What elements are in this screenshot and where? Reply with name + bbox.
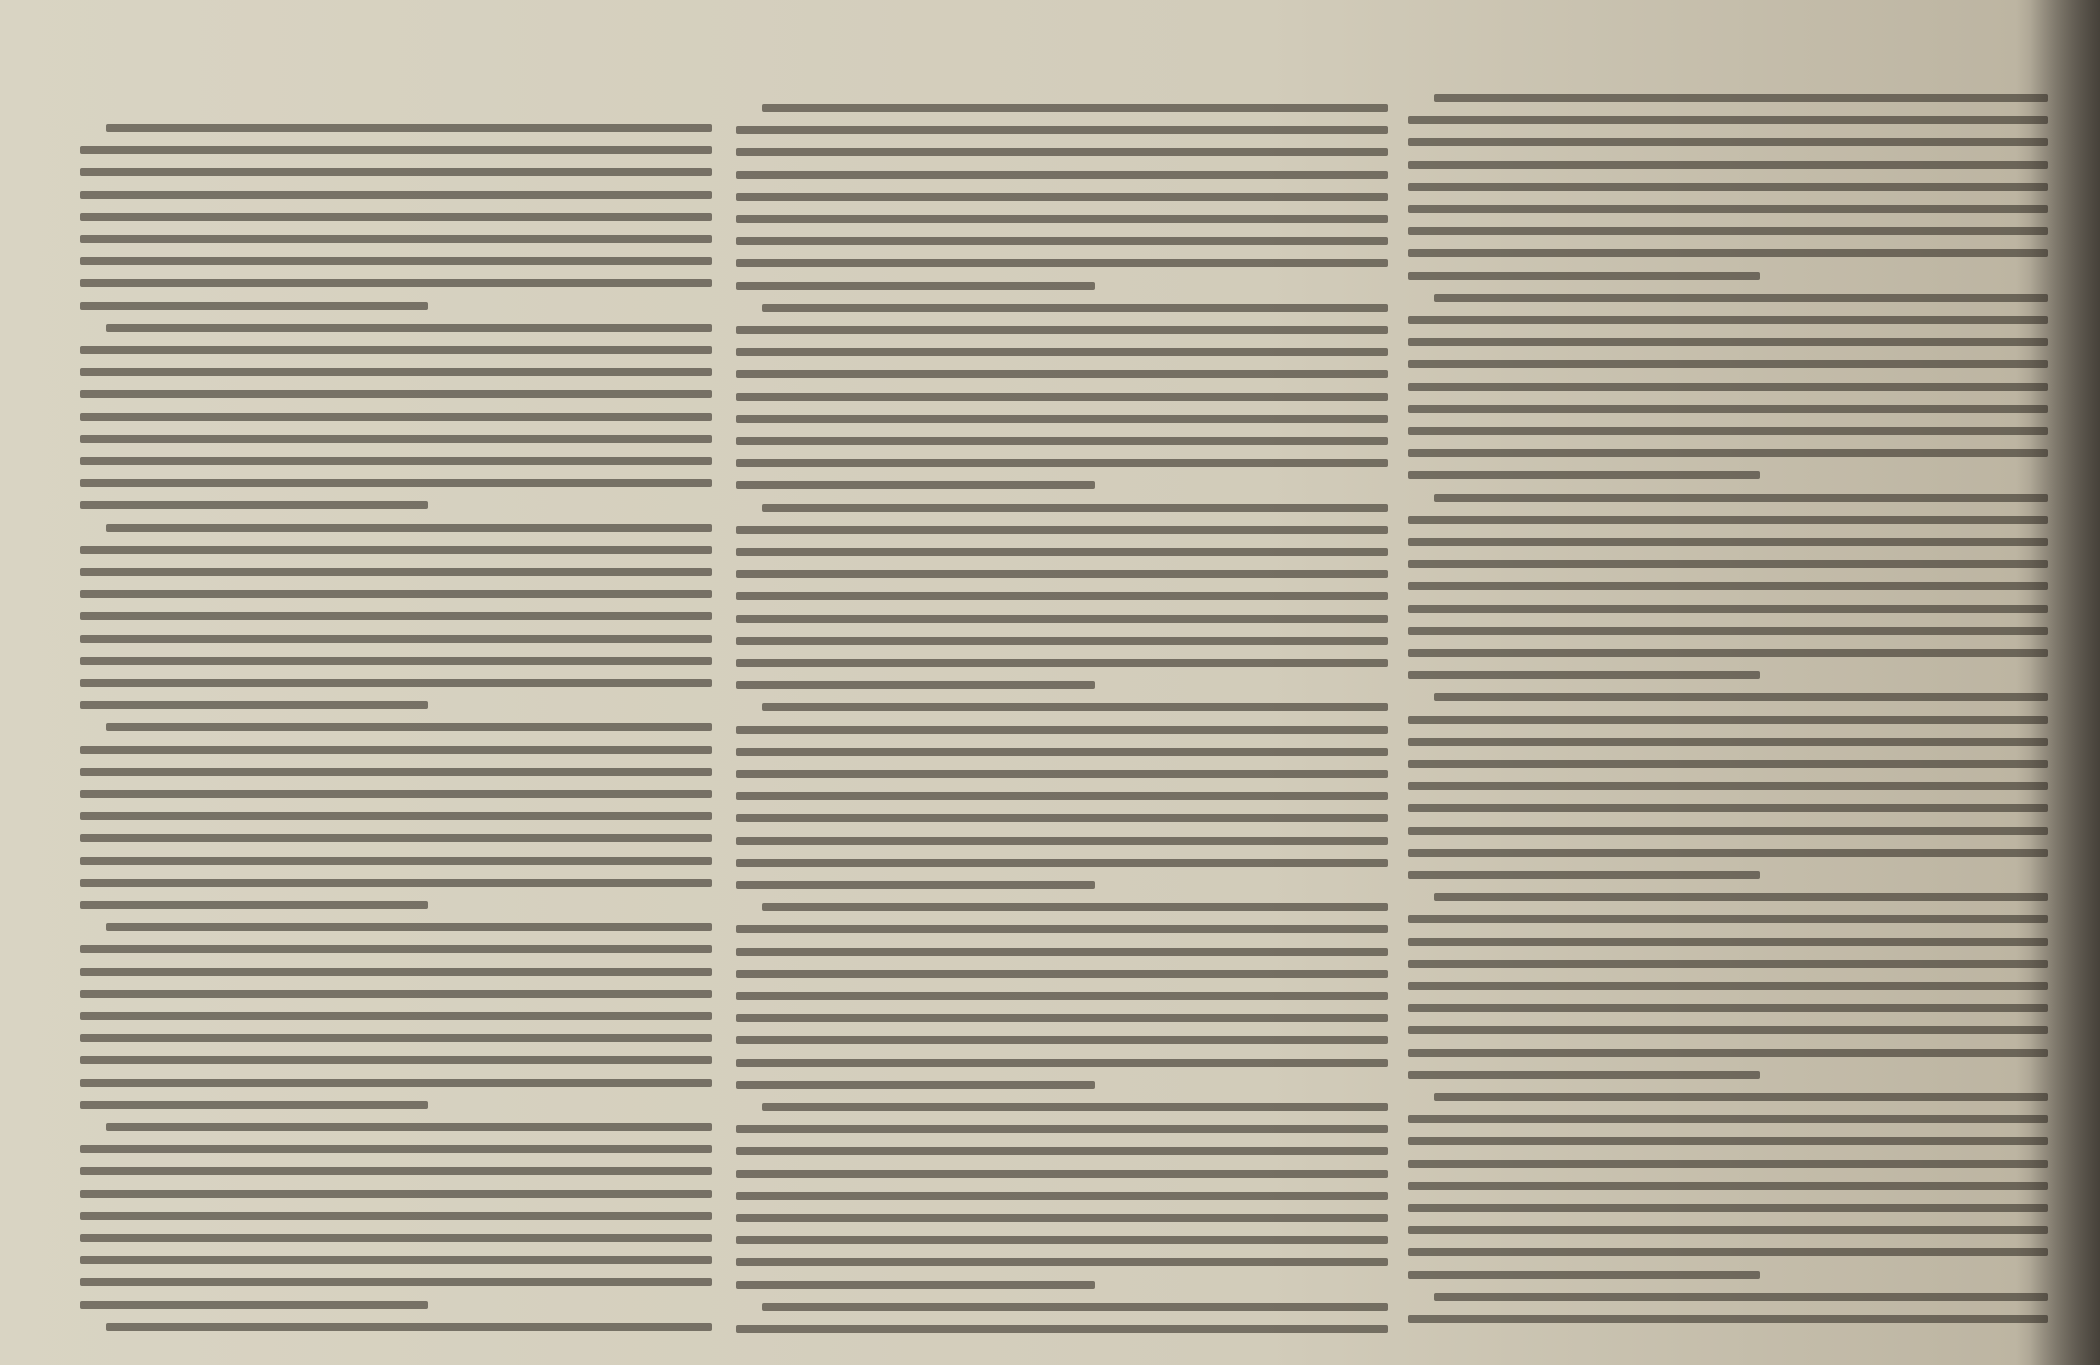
text-line-placeholder: [1434, 693, 2048, 701]
text-line-placeholder: [736, 1258, 1388, 1266]
text-line-placeholder: [1408, 1226, 2048, 1234]
text-line-placeholder: [762, 1103, 1388, 1111]
text-column-2: [736, 98, 1388, 1353]
text-line-placeholder: [106, 923, 712, 931]
text-line-placeholder: [80, 701, 428, 709]
text-line-placeholder: [736, 1236, 1388, 1244]
text-line-placeholder: [80, 1301, 428, 1309]
text-line-placeholder: [80, 1145, 712, 1153]
text-line-placeholder: [736, 837, 1388, 845]
text-line-placeholder: [80, 191, 712, 199]
text-line-placeholder: [1408, 827, 2048, 835]
text-line-placeholder: [736, 1036, 1388, 1044]
text-line-placeholder: [80, 501, 428, 509]
text-line-placeholder: [736, 570, 1388, 578]
text-line-placeholder: [1408, 1160, 2048, 1168]
text-line-placeholder: [1408, 738, 2048, 746]
text-line-placeholder: [1408, 560, 2048, 568]
text-line-placeholder: [1434, 494, 2048, 502]
text-line-placeholder: [736, 592, 1388, 600]
text-line-placeholder: [736, 948, 1388, 956]
text-line-placeholder: [1408, 1049, 2048, 1057]
text-line-placeholder: [736, 393, 1388, 401]
text-line-placeholder: [1434, 1293, 2048, 1301]
text-line-placeholder: [80, 1190, 712, 1198]
text-line-placeholder: [1408, 471, 1760, 479]
text-line-placeholder: [1408, 627, 2048, 635]
text-line-placeholder: [1434, 294, 2048, 302]
text-line-placeholder: [80, 1056, 712, 1064]
text-line-placeholder: [80, 945, 712, 953]
text-line-placeholder: [736, 282, 1095, 290]
text-line-placeholder: [736, 1325, 1388, 1333]
text-line-placeholder: [1408, 982, 2048, 990]
text-column-1: [80, 118, 712, 1365]
text-line-placeholder: [736, 126, 1388, 134]
text-line-placeholder: [1408, 449, 2048, 457]
text-line-placeholder: [106, 124, 712, 132]
text-line-placeholder: [762, 504, 1388, 512]
text-line-placeholder: [1408, 849, 2048, 857]
text-line-placeholder: [1434, 893, 2048, 901]
text-line-placeholder: [106, 723, 712, 731]
text-line-placeholder: [736, 859, 1388, 867]
text-line-placeholder: [736, 1081, 1095, 1089]
text-line-placeholder: [736, 615, 1388, 623]
text-line-placeholder: [80, 812, 712, 820]
text-line-placeholder: [80, 968, 712, 976]
text-line-placeholder: [736, 1170, 1388, 1178]
text-line-placeholder: [762, 104, 1388, 112]
text-line-placeholder: [1408, 161, 2048, 169]
text-line-placeholder: [1408, 427, 2048, 435]
text-line-placeholder: [80, 168, 712, 176]
text-line-placeholder: [1408, 871, 1760, 879]
text-line-placeholder: [80, 1167, 712, 1175]
text-line-placeholder: [106, 524, 712, 532]
text-line-placeholder: [80, 302, 428, 310]
text-line-placeholder: [736, 193, 1388, 201]
page-edge-shadow: [2030, 0, 2100, 1365]
text-line-placeholder: [1408, 1004, 2048, 1012]
text-line-placeholder: [1408, 671, 1760, 679]
text-line-placeholder: [80, 235, 712, 243]
text-line-placeholder: [80, 790, 712, 798]
text-line-placeholder: [1408, 1315, 2048, 1323]
text-line-placeholder: [1408, 227, 2048, 235]
text-line-placeholder: [736, 171, 1388, 179]
text-line-placeholder: [1408, 605, 2048, 613]
text-line-placeholder: [1408, 804, 2048, 812]
text-line-placeholder: [736, 726, 1388, 734]
text-line-placeholder: [736, 348, 1388, 356]
text-line-placeholder: [1408, 915, 2048, 923]
text-line-placeholder: [1408, 582, 2048, 590]
text-line-placeholder: [1408, 1248, 2048, 1256]
text-line-placeholder: [80, 279, 712, 287]
text-line-placeholder: [736, 970, 1388, 978]
text-line-placeholder: [80, 834, 712, 842]
text-line-placeholder: [1408, 1204, 2048, 1212]
text-line-placeholder: [80, 435, 712, 443]
text-line-placeholder: [1408, 938, 2048, 946]
text-column-3: [1408, 88, 2048, 1343]
text-line-placeholder: [1408, 538, 2048, 546]
text-line-placeholder: [736, 237, 1388, 245]
text-line-placeholder: [736, 814, 1388, 822]
text-line-placeholder: [736, 1281, 1095, 1289]
page-title: [440, 22, 1680, 92]
text-line-placeholder: [80, 1034, 712, 1042]
text-line-placeholder: [736, 548, 1388, 556]
text-line-placeholder: [1408, 205, 2048, 213]
text-line-placeholder: [736, 748, 1388, 756]
text-line-placeholder: [1408, 116, 2048, 124]
text-line-placeholder: [736, 1214, 1388, 1222]
text-line-placeholder: [80, 479, 712, 487]
text-line-placeholder: [1408, 760, 2048, 768]
text-line-placeholder: [80, 768, 712, 776]
text-line-placeholder: [106, 324, 712, 332]
text-line-placeholder: [80, 612, 712, 620]
text-line-placeholder: [1408, 516, 2048, 524]
text-line-placeholder: [762, 703, 1388, 711]
text-line-placeholder: [80, 1278, 712, 1286]
text-line-placeholder: [80, 679, 712, 687]
text-line-placeholder: [736, 681, 1095, 689]
text-line-placeholder: [80, 568, 712, 576]
text-line-placeholder: [736, 659, 1388, 667]
text-line-placeholder: [762, 903, 1388, 911]
text-line-placeholder: [736, 148, 1388, 156]
text-line-placeholder: [736, 992, 1388, 1000]
text-line-placeholder: [80, 257, 712, 265]
text-line-placeholder: [736, 792, 1388, 800]
text-line-placeholder: [80, 1234, 712, 1242]
text-line-placeholder: [106, 1123, 712, 1131]
text-line-placeholder: [1408, 249, 2048, 257]
text-line-placeholder: [736, 881, 1095, 889]
text-line-placeholder: [736, 370, 1388, 378]
text-line-placeholder: [1408, 360, 2048, 368]
text-line-placeholder: [736, 326, 1388, 334]
text-line-placeholder: [80, 413, 712, 421]
text-line-placeholder: [736, 1059, 1388, 1067]
text-line-placeholder: [1434, 1093, 2048, 1101]
text-line-placeholder: [736, 526, 1388, 534]
text-line-placeholder: [1408, 782, 2048, 790]
text-line-placeholder: [736, 1014, 1388, 1022]
text-line-placeholder: [1408, 716, 2048, 724]
text-line-placeholder: [1408, 1182, 2048, 1190]
text-line-placeholder: [80, 590, 712, 598]
text-line-placeholder: [736, 1147, 1388, 1155]
text-line-placeholder: [1408, 272, 1760, 280]
text-line-placeholder: [80, 1256, 712, 1264]
text-line-placeholder: [1408, 1137, 2048, 1145]
text-line-placeholder: [736, 459, 1388, 467]
text-line-placeholder: [80, 546, 712, 554]
text-line-placeholder: [80, 1012, 712, 1020]
text-line-placeholder: [80, 1101, 428, 1109]
text-line-placeholder: [736, 1125, 1388, 1133]
text-line-placeholder: [736, 770, 1388, 778]
text-line-placeholder: [1408, 316, 2048, 324]
text-line-placeholder: [80, 657, 712, 665]
text-line-placeholder: [1408, 183, 2048, 191]
text-line-placeholder: [80, 857, 712, 865]
text-line-placeholder: [1408, 960, 2048, 968]
text-line-placeholder: [80, 368, 712, 376]
text-line-placeholder: [1408, 405, 2048, 413]
text-line-placeholder: [1408, 338, 2048, 346]
text-line-placeholder: [80, 879, 712, 887]
text-line-placeholder: [80, 1212, 712, 1220]
text-line-placeholder: [1408, 1115, 2048, 1123]
text-line-placeholder: [80, 1079, 712, 1087]
text-line-placeholder: [736, 925, 1388, 933]
text-line-placeholder: [736, 415, 1388, 423]
text-line-placeholder: [1408, 1026, 2048, 1034]
text-line-placeholder: [762, 304, 1388, 312]
text-line-placeholder: [80, 635, 712, 643]
text-line-placeholder: [736, 481, 1095, 489]
text-line-placeholder: [80, 990, 712, 998]
text-line-placeholder: [1408, 1071, 1760, 1079]
text-line-placeholder: [736, 1192, 1388, 1200]
text-line-placeholder: [80, 901, 428, 909]
text-line-placeholder: [762, 1303, 1388, 1311]
text-line-placeholder: [1408, 383, 2048, 391]
text-line-placeholder: [1408, 1271, 1760, 1279]
text-line-placeholder: [736, 259, 1388, 267]
text-line-placeholder: [736, 437, 1388, 445]
text-line-placeholder: [80, 457, 712, 465]
text-line-placeholder: [106, 1323, 712, 1331]
text-line-placeholder: [736, 215, 1388, 223]
text-line-placeholder: [736, 637, 1388, 645]
text-line-placeholder: [80, 146, 712, 154]
text-line-placeholder: [1434, 94, 2048, 102]
text-line-placeholder: [80, 390, 712, 398]
text-line-placeholder: [80, 213, 712, 221]
text-line-placeholder: [80, 346, 712, 354]
text-line-placeholder: [1408, 649, 2048, 657]
text-line-placeholder: [80, 746, 712, 754]
text-line-placeholder: [1408, 138, 2048, 146]
